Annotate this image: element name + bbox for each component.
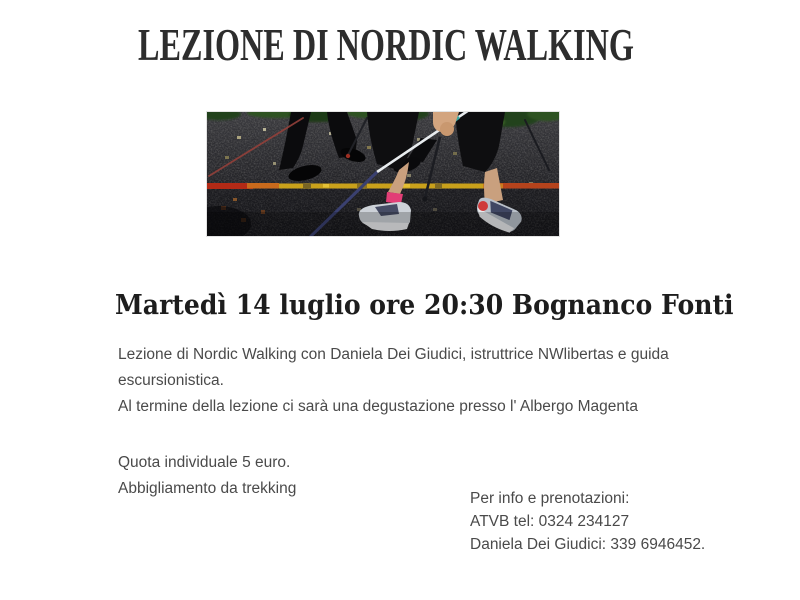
contact-phone-daniela: Daniela Dei Giudici: 339 6946452. [470,536,706,553]
description-line-2: escursionistica. [118,372,224,389]
fee-line: Quota individuale 5 euro. [118,454,291,471]
contact-heading: Per info e prenotazioni: [470,490,630,507]
nordic-walking-photo [207,112,559,236]
clothing-line: Abbigliamento da trekking [118,480,297,497]
event-description [118,342,669,420]
road-line [207,183,559,189]
contact-info [470,487,705,556]
participation-details [118,450,296,502]
event-headline: Martedì 14 luglio ore 20:30 Bognanco Fonti [115,290,734,321]
description-line-1: Lezione di Nordic Walking con Daniela Dei Giudici, istruttrice NWlibertas e guida [118,346,669,363]
flyer-title: LEZIONE DI NORDIC WALKING [138,19,634,70]
description-line-3: Al termine della lezione ci sarà una degustazione presso l' Albergo Magenta [118,398,638,415]
contact-phone-atvb: ATVB tel: 0324 234127 [470,513,630,530]
